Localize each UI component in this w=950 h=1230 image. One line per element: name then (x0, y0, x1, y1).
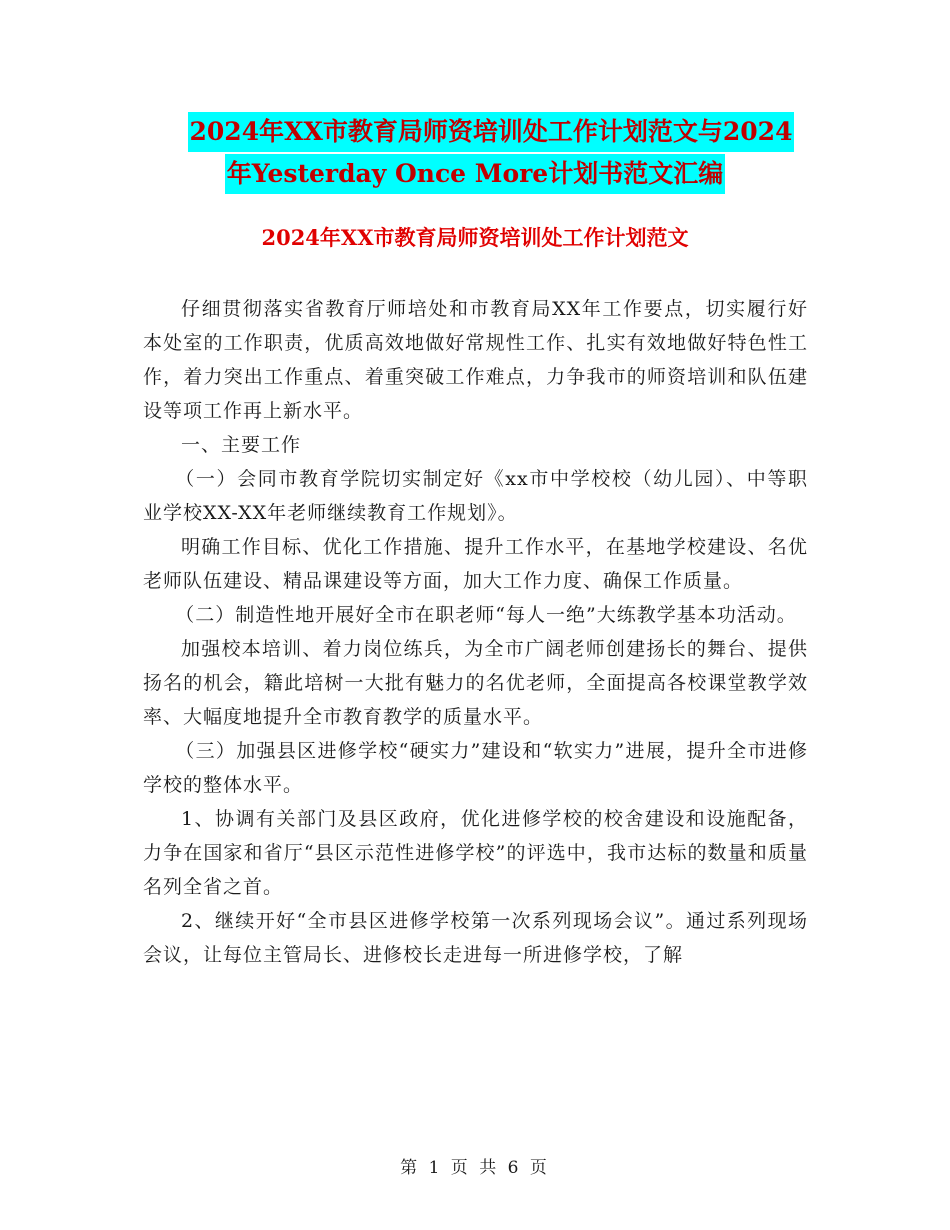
paragraph: （一）会同市教育学院切实制定好《xx市中学校校（幼儿园）、中等职业学校XX-XX年老师继续教育工作规划》。 (143, 468, 808, 524)
document-body (143, 292, 808, 972)
title-line-2: 年Yesterday Once More计划书范文汇编 (225, 154, 725, 194)
paragraph: 加强校本培训、着力岗位练兵，为全市广阔老师创建扬长的舞台、提供扬名的机会，籍此培树一大批有魅力的名优老师，全面提高各校课堂教学效率、大幅度地提升全市教育教学的质量水平。 (143, 638, 808, 728)
paragraph: 1、协调有关部门及县区政府，优化进修学校的校舍建设和设施配备，力争在国家和省厅“县区示范性进修学校”的评选中，我市达标的数量和质量名列全省之首。 (143, 808, 808, 898)
page-number: 第 1 页 共 6 页 (400, 1158, 550, 1178)
paragraph: 仔细贯彻落实省教育厅师培处和市教育局XX年工作要点，切实履行好本处室的工作职责，优质高效地做好常规性工作、扎实有效地做好特色性工作，着力突出工作重点、着重突破工作难点，力争我市的师资培训和队伍建设等项工作再上新水平。 (143, 298, 808, 422)
document-title (0, 112, 950, 196)
section-heading: 一、主要工作 (181, 434, 302, 456)
paragraph: （二）制造性地开展好全市在职老师“每人一绝”大练教学基本功活动。 (175, 604, 797, 626)
paragraph: 明确工作目标、优化工作措施、提升工作水平，在基地学校建设、名优老师队伍建设、精品课建设等方面，加大工作力度、确保工作质量。 (143, 536, 808, 592)
title-line-1: 2024年XX市教育局师资培训处工作计划范文与2024 (188, 112, 795, 152)
section-subtitle: 2024年XX市教育局师资培训处工作计划范文 (261, 225, 689, 250)
paragraph: （三）加强县区进修学校“硬实力”建设和“软实力”进展，提升全市进修学校的整体水平。 (143, 740, 808, 796)
paragraph: 2、继续开好“全市县区进修学校第一次系列现场会议”。通过系列现场会议，让每位主管局长、进修校长走进每一所进修学校，了解 (143, 910, 808, 966)
